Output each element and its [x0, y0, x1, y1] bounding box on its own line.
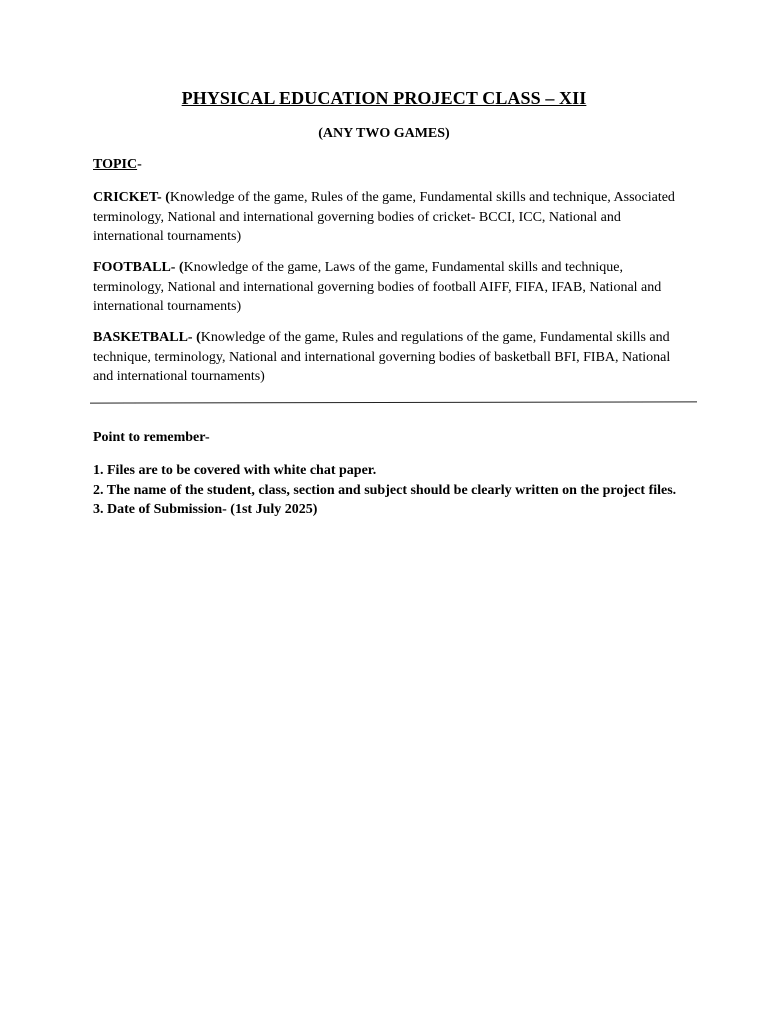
topic-cricket-text: Knowledge of the game, Rules of the game, Fundamental skills and technique, Associated terminology, National and international governing bodies of cricket- BCCI, ICC, National and international tournaments): [93, 190, 675, 244]
topic-football-paragraph: [93, 258, 683, 317]
topic-heading-suffix: -: [137, 157, 142, 172]
remember-point-3: 3. Date of Submission- (1st July 2025): [93, 502, 318, 517]
document-title: PHYSICAL EDUCATION PROJECT CLASS – XII: [181, 88, 587, 108]
remember-point-2: 2. The name of the student, class, section and subject should be clearly written on the project files.: [93, 482, 677, 498]
horizontal-divider: [90, 401, 697, 403]
remember-points-list: [93, 461, 683, 520]
topic-basketball-text: Knowledge of the game, Rules and regulations of the game, Fundamental skills and technique, terminology, National and international governing bodies of basketball BFI, FIBA, National and international tournaments): [93, 330, 671, 384]
topic-football-text: Knowledge of the game, Laws of the game, Fundamental skills and technique, terminology, National and international governing bodies of football AIFF, FIFA, IFAB, National and international tournaments): [93, 260, 662, 314]
topic-heading-label: TOPIC: [93, 157, 138, 172]
document-subtitle: (ANY TWO GAMES): [318, 126, 450, 141]
topic-football-name: FOOTBALL- (: [93, 260, 184, 275]
topic-cricket-paragraph: [93, 188, 683, 247]
remember-point-1: 1. Files are to be covered with white chat paper.: [93, 463, 377, 478]
topic-heading: [93, 157, 142, 173]
topic-basketball-paragraph: [93, 328, 683, 387]
topic-basketball-name: BASKETBALL- (: [93, 330, 201, 345]
topic-cricket-name: CRICKET- (: [93, 190, 170, 205]
remember-heading: Point to remember-: [93, 430, 210, 445]
